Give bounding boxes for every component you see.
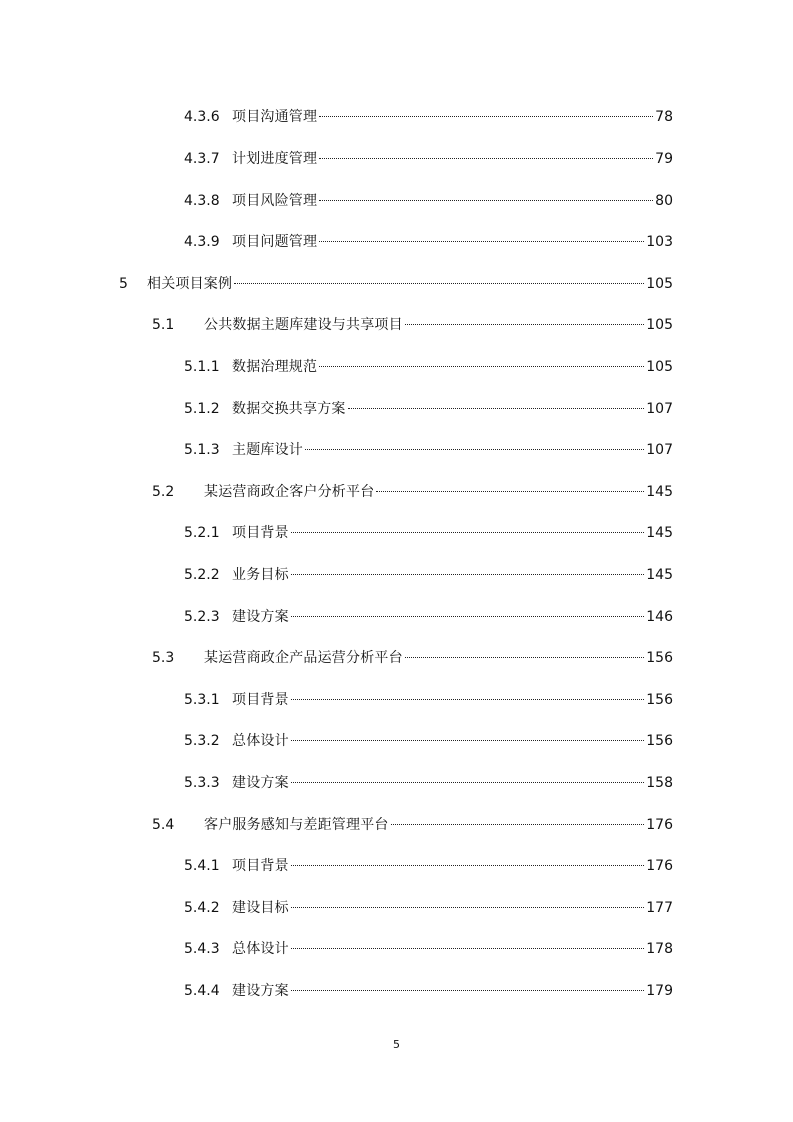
toc-entry[interactable] (152, 814, 673, 836)
toc-entry-title: 数据治理规范 (232, 359, 318, 375)
toc-dot-leader (319, 241, 644, 242)
toc-entry-title: 建设方案 (232, 775, 289, 791)
page-number: 5 (393, 1038, 400, 1051)
toc-entry-title: 业务目标 (232, 567, 289, 583)
toc-entry-page: 178 (646, 941, 673, 957)
toc-entry-number: 5.2.1 (184, 525, 220, 541)
toc-entry-page: 103 (646, 234, 673, 250)
toc-entry-page: 176 (646, 858, 673, 874)
toc-entry-number: 4.3.8 (184, 193, 220, 209)
toc-entry-number: 5.3.1 (184, 692, 220, 708)
toc-dot-leader (291, 907, 644, 908)
toc-entry[interactable] (184, 564, 673, 586)
toc-entry-number: 5.4.3 (184, 941, 220, 957)
toc-entry-page: 79 (655, 151, 673, 167)
toc-dot-leader (348, 408, 645, 409)
toc-entry-number: 5.1.2 (184, 401, 220, 417)
toc-dot-leader (291, 699, 644, 700)
toc-entry-title: 项目风险管理 (232, 193, 318, 209)
toc-entry-number: 5.3.2 (184, 733, 220, 749)
toc-entry-number: 4.3.7 (184, 151, 220, 167)
toc-entry-page: 78 (655, 109, 673, 125)
toc-entry-page: 146 (646, 609, 673, 625)
toc-entry-title: 项目背景 (232, 692, 289, 708)
toc-entry-page: 105 (646, 276, 673, 292)
toc-entry[interactable] (184, 980, 673, 1002)
toc-entry-page: 107 (646, 401, 673, 417)
toc-entry-page: 80 (655, 193, 673, 209)
toc-entry-title: 项目背景 (232, 525, 289, 541)
toc-entry[interactable] (184, 190, 673, 212)
toc-entry-title: 项目沟通管理 (232, 109, 318, 125)
toc-entry-number: 5.4.4 (184, 983, 220, 999)
toc-entry-title: 公共数据主题库建设与共享项目 (204, 317, 403, 333)
toc-dot-leader (319, 116, 653, 117)
toc-entry-number: 4.3.6 (184, 109, 220, 125)
toc-dot-leader (291, 616, 644, 617)
toc-entry-title: 建设方案 (232, 609, 289, 625)
toc-dot-leader (405, 657, 644, 658)
toc-entry[interactable] (184, 356, 673, 378)
toc-entry-number: 5.3 (152, 650, 175, 666)
toc-entry-number: 5.2 (152, 484, 175, 500)
toc-entry[interactable] (184, 398, 673, 420)
toc-dot-leader (291, 574, 644, 575)
toc-entry-title: 项目背景 (232, 858, 289, 874)
toc-entry[interactable] (152, 314, 673, 336)
toc-entry-page: 156 (646, 692, 673, 708)
toc-entry-number: 5.3.3 (184, 775, 220, 791)
toc-dot-leader (305, 449, 644, 450)
toc-dot-leader (291, 740, 644, 741)
toc-entry-number: 5.4.1 (184, 858, 220, 874)
toc-entry-page: 145 (646, 525, 673, 541)
toc-entry-number: 5.1.1 (184, 359, 220, 375)
toc-entry-title: 项目问题管理 (232, 234, 318, 250)
toc-entry[interactable] (184, 897, 673, 919)
toc-entry-title: 总体设计 (232, 733, 289, 749)
toc-entry-title: 客户服务感知与差距管理平台 (204, 817, 389, 833)
toc-entry[interactable] (184, 606, 673, 628)
toc-entry[interactable] (184, 439, 673, 461)
toc-dot-leader (376, 491, 644, 492)
toc-entry-page: 107 (646, 442, 673, 458)
toc-entry-title: 建设方案 (232, 983, 289, 999)
toc-entry[interactable] (184, 855, 673, 877)
toc-entry-page: 105 (646, 359, 673, 375)
toc-entry-page: 145 (646, 567, 673, 583)
toc-entry-title: 总体设计 (232, 941, 289, 957)
toc-dot-leader (291, 532, 644, 533)
toc-dot-leader (291, 990, 644, 991)
toc-dot-leader (391, 824, 645, 825)
toc-entry-page: 105 (646, 317, 673, 333)
toc-entry-number: 4.3.9 (184, 234, 220, 250)
toc-entry-title: 相关项目案例 (147, 276, 233, 292)
toc-entry-page: 179 (646, 983, 673, 999)
toc-entry-page: 176 (646, 817, 673, 833)
toc-entry-number: 5.2.2 (184, 567, 220, 583)
toc-entry-title: 主题库设计 (232, 442, 303, 458)
toc-entry[interactable] (119, 273, 673, 295)
toc-dot-leader (319, 200, 653, 201)
toc-entry-title: 计划进度管理 (232, 151, 318, 167)
toc-entry[interactable] (184, 148, 673, 170)
toc-entry-title: 某运营商政企客户分析平台 (204, 484, 375, 500)
toc-dot-leader (319, 366, 644, 367)
toc-dot-leader (405, 324, 644, 325)
toc-entry-number: 5.1 (152, 317, 175, 333)
toc-dot-leader (319, 158, 653, 159)
toc-entry[interactable] (184, 938, 673, 960)
toc-dot-leader (291, 948, 644, 949)
toc-entry[interactable] (184, 689, 673, 711)
toc-dot-leader (291, 865, 644, 866)
toc-entry-title: 数据交换共享方案 (232, 401, 346, 417)
toc-entry[interactable] (184, 772, 673, 794)
toc-entry-title: 建设目标 (232, 900, 289, 916)
toc-entry-number: 5 (119, 276, 128, 292)
toc-entry-page: 177 (646, 900, 673, 916)
toc-entry-number: 5.4.2 (184, 900, 220, 916)
toc-entry-page: 156 (646, 733, 673, 749)
toc-entry-number: 5.2.3 (184, 609, 220, 625)
toc-entry[interactable] (184, 522, 673, 544)
toc-entry-page: 145 (646, 484, 673, 500)
toc-dot-leader (234, 283, 644, 284)
toc-entry[interactable] (184, 106, 673, 128)
toc-entry-page: 158 (646, 775, 673, 791)
toc-entry[interactable] (152, 647, 673, 669)
toc-entry-page: 156 (646, 650, 673, 666)
toc-entry[interactable] (184, 730, 673, 752)
toc-entry-title: 某运营商政企产品运营分析平台 (204, 650, 403, 666)
toc-entry[interactable] (184, 231, 673, 253)
toc-dot-leader (291, 782, 644, 783)
toc-entry-number: 5.4 (152, 817, 175, 833)
toc-entry[interactable] (152, 481, 673, 503)
toc-entry-number: 5.1.3 (184, 442, 220, 458)
